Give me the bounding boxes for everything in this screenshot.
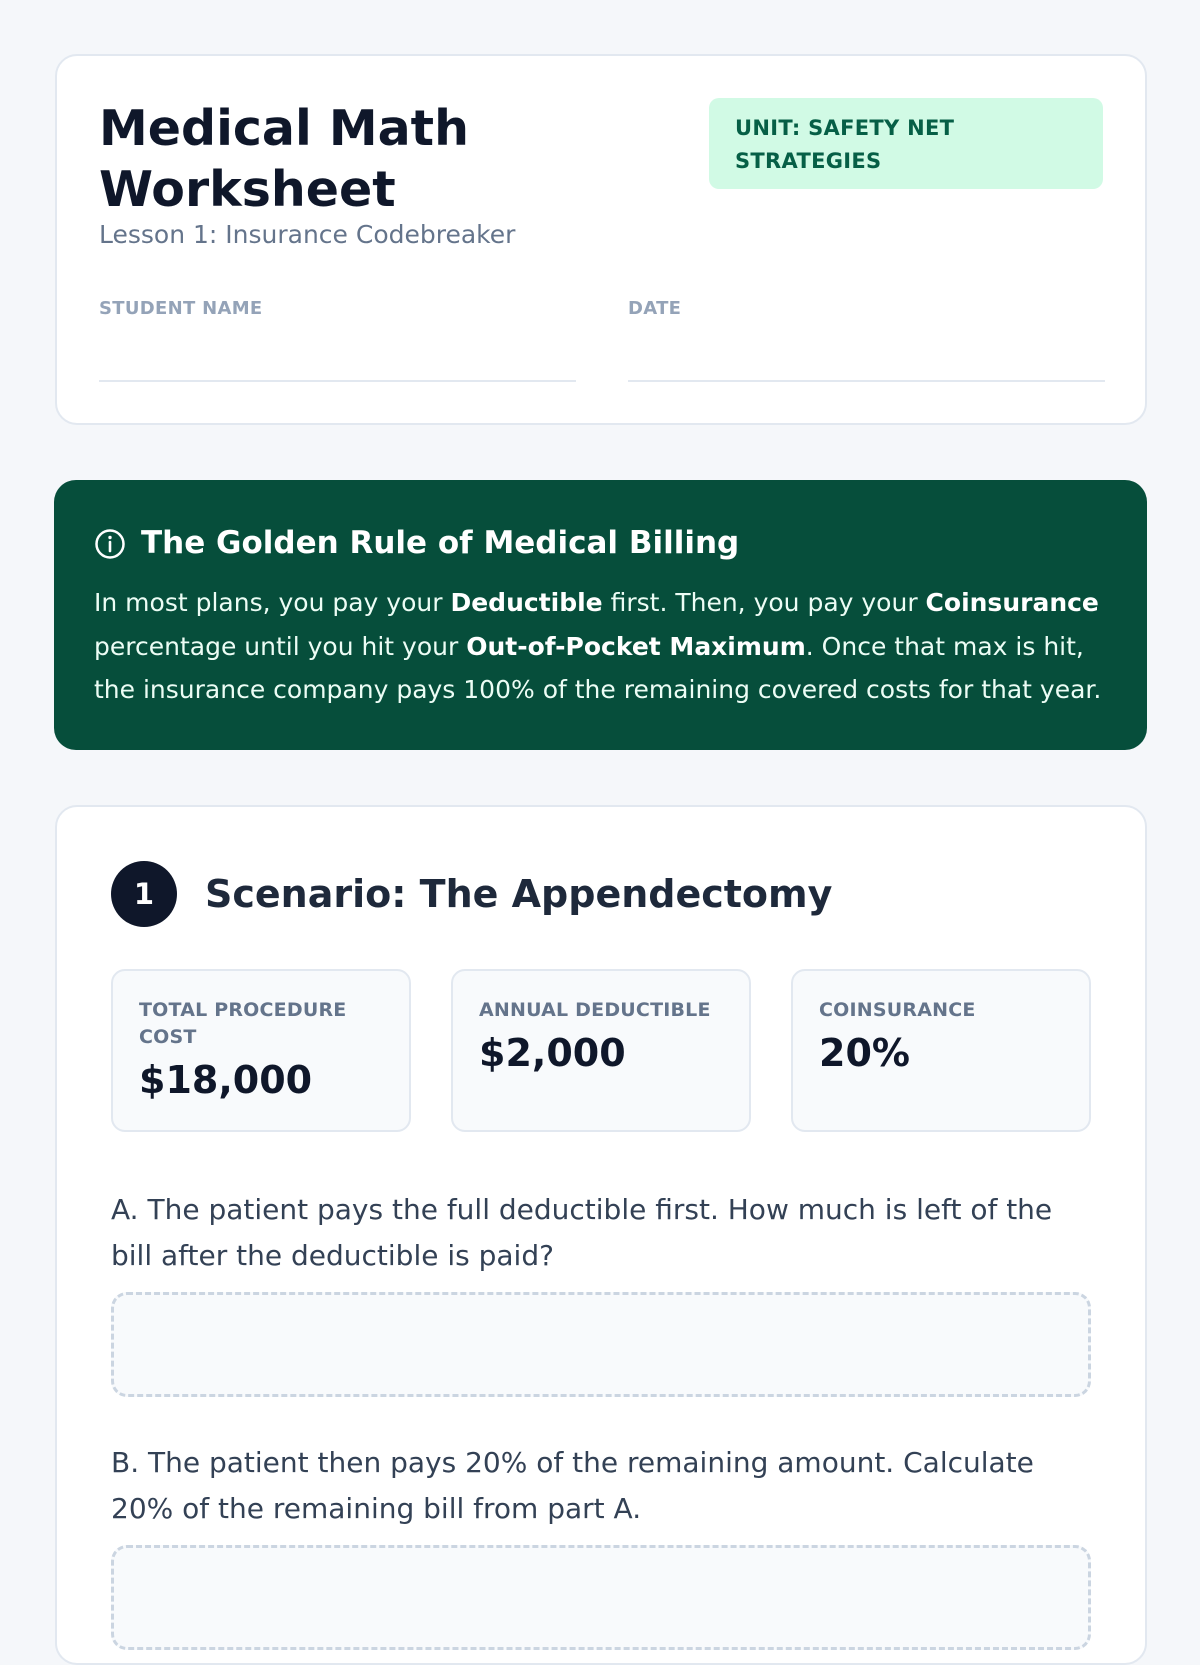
stat-value: 20% xyxy=(819,1031,910,1075)
stat-value: $18,000 xyxy=(139,1058,313,1102)
golden-rule-card xyxy=(54,480,1147,750)
stat-coinsurance xyxy=(791,969,1091,1132)
question-a: A. The patient pays the full deductible first. How much is left of the bill after the deductible is paid? xyxy=(111,1193,1053,1272)
student-name-label: STUDENT NAME xyxy=(99,298,263,319)
out-of-pocket-max-term: Out-of-Pocket Maximum xyxy=(466,631,806,661)
date-field[interactable] xyxy=(628,380,1105,382)
stat-label: ANNUAL DEDUCTIBLE xyxy=(479,999,711,1021)
scenario-number-badge: 1 xyxy=(111,861,177,927)
date-label: DATE xyxy=(628,298,682,319)
golden-rule-text: In most plans, you pay your Deductible first. Then, you pay your Coinsurance percentage until you hit your Out-of-Pocket Maximum. Once that max is hit, the insurance company pays 100% of the remaining covered costs for that year. xyxy=(94,588,1102,704)
answer-b-box[interactable] xyxy=(111,1545,1091,1650)
question-b: B. The patient then pays 20% of the remaining amount. Calculate 20% of the remaining bill from part A. xyxy=(111,1446,1034,1525)
page-title: Medical Math Worksheet xyxy=(99,100,469,218)
deductible-term: Deductible xyxy=(450,588,603,617)
info-icon xyxy=(94,528,126,560)
golden-rule-title: The Golden Rule of Medical Billing xyxy=(141,525,740,561)
stat-label: TOTAL PROCEDURE COST xyxy=(139,999,347,1048)
scenario-title: Scenario: The Appendectomy xyxy=(205,872,833,916)
lesson-subtitle: Lesson 1: Insurance Codebreaker xyxy=(99,220,516,249)
stat-value: $2,000 xyxy=(479,1031,626,1075)
unit-badge: UNIT: SAFETY NET STRATEGIES xyxy=(709,98,1103,189)
student-name-field[interactable] xyxy=(99,380,576,382)
worksheet-header-card xyxy=(55,54,1147,425)
scenario-card xyxy=(55,805,1147,1665)
answer-a-box[interactable] xyxy=(111,1292,1091,1397)
coinsurance-term: Coinsurance xyxy=(925,588,1099,617)
stat-label: COINSURANCE xyxy=(819,999,976,1021)
stat-total-procedure-cost xyxy=(111,969,411,1132)
stat-annual-deductible xyxy=(451,969,751,1132)
